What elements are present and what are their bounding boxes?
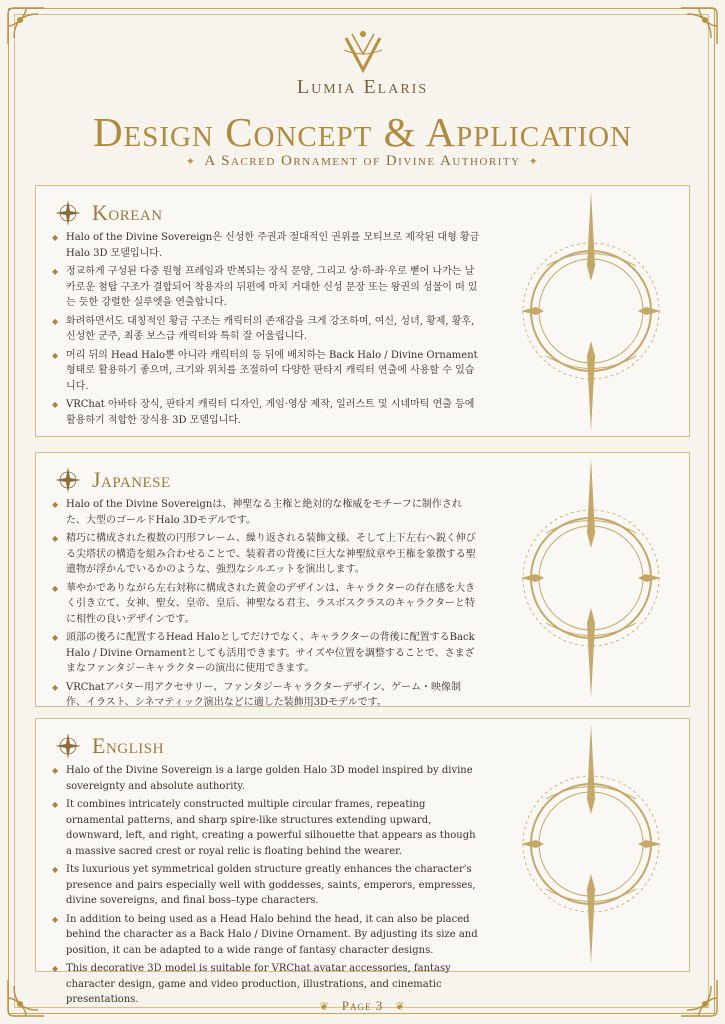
- halo-illustration: [506, 719, 676, 969]
- list-item: ◆ In addition to being used as a Head Halo behind the head, it can also be placed behind the character as a Back Halo / Divine Ornament. By adjusting its size and position, it can be adapted to a wide range of fantasy character designs.: [50, 912, 480, 959]
- brand-name: Lumia Elaris: [296, 76, 429, 98]
- section-title: Korean: [92, 200, 163, 225]
- halo-illustration: [506, 186, 676, 436]
- section-title: Japanese: [92, 467, 171, 492]
- flourish-icon: ❦: [319, 1001, 330, 1013]
- section-header: [54, 731, 164, 761]
- section-korean: [35, 185, 690, 437]
- section-list: [50, 763, 480, 1011]
- page-title: Design Concept & Application: [92, 109, 633, 155]
- list-item: ◆ VRChatアバター用アクセサリー、ファンタジーキャラクターデザイン、ゲーム・映像制作、イラスト、シネマティック演出などに適した装飾用3Dモデルです。: [50, 680, 480, 711]
- list-item: ◆ Its luxurious yet symmetrical golden structure greatly enhances the character's presence and pairs especially well with goddesses, saints, emperors, empresses, divine sovereigns, and final boss–type characters.: [50, 862, 480, 909]
- section-header: [54, 465, 171, 495]
- list-item: ◆ 華やかでありながら左右対称に構成された黄金のデザインは、キャラクターの存在感を大きく引き立て、女神、聖女、皇帝、皇后、神聖なる君主、ラスボスクラスのキャラクターと特に相性の良いデザインです。: [50, 581, 480, 628]
- compass-star-icon: [54, 199, 82, 227]
- list-item: ◆ 頭部の後ろに配置するHead Haloとしてだけでなく、キャラクターの背後に配置するBack Halo / Divine Ornamentとしても活用できます。サイズや位置を調整することで、さまざまなファンタジーキャラクターの演出に使用できます。: [50, 630, 480, 677]
- list-item: ◆ 화려하면서도 대칭적인 황금 구조는 캐릭터의 존재감을 크게 강조하며, 여신, 성녀, 황제, 황후, 신성한 군주, 최종 보스급 캐릭터와 특히 잘 어울립니다.: [50, 314, 480, 345]
- flourish-icon: ❦: [395, 1001, 406, 1013]
- list-item: ◆ 머리 뒤의 Head Halo뿐 아니라 캐릭터의 등 뒤에 배치하는 Back Halo / Divine Ornament 형태로 활용하기 좋으며, 크기와 위치를 조절하여 다양한 판타지 캐릭터 연출에 사용할 수 있습니다.: [50, 348, 480, 395]
- corner-ornament-icon: [677, 4, 721, 48]
- list-item: ◆ 정교하게 구성된 다중 원형 프레임과 반복되는 장식 문양, 그리고 상·하·좌·우로 뻗어 나가는 날카로운 첨탑 구조가 결합되어 착용자의 뒤편에 마치 거대한 신성 문장 또는 왕권의 성물이 떠 있는 듯한 강렬한 실루엣을 연출합니다.: [50, 264, 480, 311]
- section-list: [50, 230, 480, 431]
- section-japanese: [35, 452, 690, 707]
- list-item: ◆ It combines intricately constructed multiple circular frames, repeating ornamental patterns, and sharp spire-like structures extending upward, downward, left, and right, creating a powerful silhouette that appears as though a massive sacred crest or royal relic is floating behind the wearer.: [50, 797, 480, 859]
- list-item: ◆ This decorative 3D model is suitable for VRChat avatar accessories, fantasy character design, game and video production, illustrations, and cinematic presentations.: [50, 961, 480, 1008]
- subtitle-row: [0, 153, 725, 170]
- section-header: [54, 198, 163, 228]
- star-ornament-icon: ✦: [185, 156, 197, 168]
- compass-star-icon: [54, 466, 82, 494]
- list-item: ◆ 精巧に構成された複数の円形フレーム、繰り返される装飾文様、そして上下左右へ鋭く伸びる尖塔状の構造を組み合わせることで、装着者の背後に巨大な神聖紋章や王権を象徴する聖遺物が浮かんでいるかのような、強烈なシルエットを演出します。: [50, 531, 480, 578]
- monogram-icon: [340, 28, 386, 76]
- section-english: [35, 718, 690, 1005]
- list-item: ◆ Halo of the Divine Sovereignは、神聖なる主権と絶対的な権威をモチーフに制作された、大型のゴールドHalo 3Dモデルです。: [50, 497, 480, 528]
- section-list: [50, 497, 480, 714]
- list-item: ◆ VRChat 아바타 장식, 판타지 캐릭터 디자인, 게임·영상 제작, 일러스트 및 시네마틱 연출 등에 활용하기 적합한 장식용 3D 모델입니다.: [50, 397, 480, 428]
- compass-star-icon: [54, 732, 82, 760]
- star-ornament-icon: ✦: [528, 156, 540, 168]
- list-item: ◆ Halo of the Divine Sovereign은 신성한 주권과 절대적인 권위를 모티브로 제작된 대형 황금 Halo 3D 모델입니다.: [50, 230, 480, 261]
- section-title: English: [92, 733, 164, 758]
- page-subtitle: A Sacred Ornament of Divine Authority: [204, 153, 521, 169]
- list-item: ◆ Halo of the Divine Sovereign is a large golden Halo 3D model inspired by divine sovereignty and absolute authority.: [50, 763, 480, 794]
- page-number: [0, 998, 725, 1014]
- halo-illustration: [506, 453, 676, 703]
- page-number-text: Page 3: [341, 998, 384, 1013]
- corner-ornament-icon: [4, 4, 48, 48]
